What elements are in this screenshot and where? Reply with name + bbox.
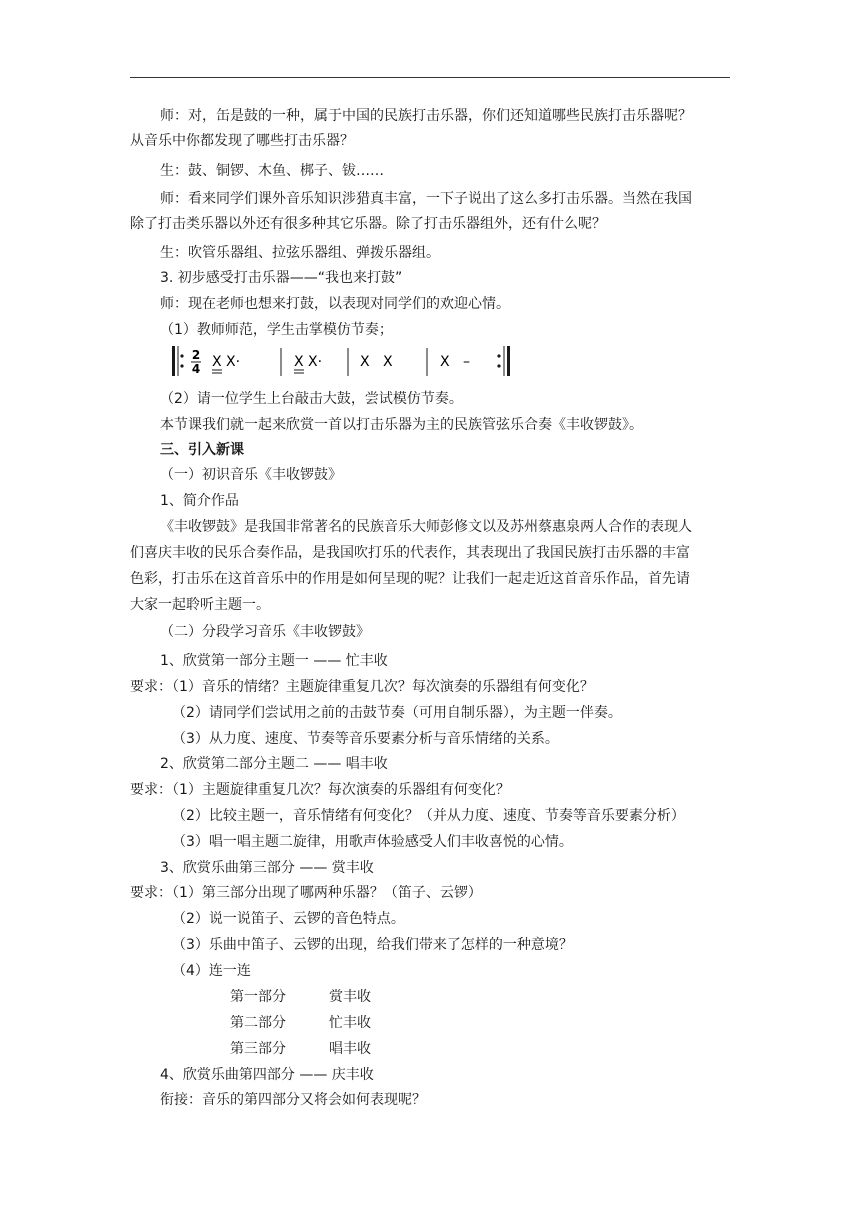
repeat-start-thick-bar (172, 346, 175, 376)
match-left-item: 第三部分 (230, 1041, 286, 1057)
match-right-item: 赏丰收 (329, 989, 371, 1005)
part-heading: 1、欣赏第一部分主题一 —— 忙丰收 (160, 653, 388, 669)
requirement-line: （2）请同学们尝试用之前的击鼓节奏（可用自制乐器），为主题一伴奏。 (172, 705, 622, 721)
requirement-line: （2）比较主题一，音乐情绪有何变化？（并从力度、速度、节奏等音乐要素分析） (172, 808, 685, 824)
paragraph-line: 衔接：音乐的第四部分又将会如何表现呢？ (160, 1092, 426, 1108)
rhythm-measure-3: X X (360, 354, 393, 370)
paragraph-line: 除了打击类乐器以外还有很多种其它乐器。除了打击乐器组外，还有什么呢？ (130, 216, 606, 232)
paragraph-line: 3. 初步感受打击乐器——“我也来打鼓” (160, 270, 403, 286)
paragraph-line: （1）教师师范，学生击掌模仿节奏； (160, 322, 393, 338)
requirement-line: 要求：（1）主题旋律重复几次？每次演奏的乐器组有何变化？ (130, 782, 510, 798)
paragraph-line: 本节课我们就一起来欣赏一首以打击乐器为主的民族管弦乐合奏《丰收锣鼓》。 (160, 417, 643, 433)
paragraph-line: 师：看来同学们课外音乐知识涉猎真丰富，一下子说出了这么多打击乐器。当然在我国 (160, 191, 692, 207)
requirement-line: （3）从力度、速度、节奏等音乐要素分析与音乐情绪的关系。 (172, 731, 559, 747)
part-heading: 2、欣赏第二部分主题二 —— 唱丰收 (160, 756, 388, 772)
paragraph-line: 师：对，缶是鼓的一种，属于中国的民族打击乐器，你们还知道哪些民族打击乐器呢？ (160, 108, 692, 124)
time-signature-bottom: 4 (191, 362, 201, 376)
item-heading: 1、简介作品 (160, 493, 239, 509)
requirement-line: （2）说一说笛子、云锣的音色特点。 (172, 911, 405, 927)
part-heading: 4、欣赏乐曲第四部分 —— 庆丰收 (160, 1067, 374, 1083)
rhythm-measure-4: X – (440, 354, 470, 370)
match-right-item: 唱丰收 (329, 1041, 371, 1057)
time-signature-top: 2 (191, 348, 201, 362)
paragraph-line: 生：吹管乐器组、拉弦乐器组、弹拨乐器组。 (160, 245, 440, 261)
rhythm-measure-2: X X· (294, 354, 323, 370)
subsection-heading: （二）分段学习音乐《丰收锣鼓》 (160, 624, 370, 640)
paragraph-line: 大家一起聆听主题一。 (130, 597, 270, 613)
match-right-item: 忙丰收 (329, 1015, 371, 1031)
paragraph-line: 师：现在老师也想来打鼓，以表现对同学们的欢迎心情。 (160, 296, 510, 312)
paragraph-line: 《丰收锣鼓》是我国非常著名的民族音乐大师彭修文以及苏州蔡惠泉两人合作的表现人 (160, 519, 692, 535)
paragraph-line: （2）请一位学生上台敲击大鼓，尝试模仿节奏。 (160, 391, 463, 407)
rhythm-notation (170, 344, 515, 380)
requirement-line: （4）连一连 (172, 963, 251, 979)
requirement-line: 要求：（1）音乐的情绪？主题旋律重复几次？每次演奏的乐器组有何变化？ (130, 679, 594, 695)
requirement-line: 要求：（1）第三部分出现了哪两种乐器？（笛子、云锣） (130, 885, 482, 901)
repeat-end-thick-bar (507, 346, 510, 376)
match-left-item: 第一部分 (230, 989, 286, 1005)
subsection-heading: （一）初识音乐《丰收锣鼓》 (160, 467, 342, 483)
paragraph-line: 色彩，打击乐在这首音乐中的作用是如何呈现的呢？让我们一起走近这首音乐作品，首先请 (130, 571, 690, 587)
paragraph-line: 生：鼓、铜锣、木鱼、梆子、钹…… (160, 163, 384, 179)
paragraph-line: 们喜庆丰收的民乐合奏作品，是我国吹打乐的代表作，其表现出了我国民族打击乐器的丰富 (130, 545, 690, 561)
rhythm-measure-1: X X· (212, 354, 241, 370)
paragraph-line: 从音乐中你都发现了哪些打击乐器？ (130, 133, 354, 149)
section-heading: 三、引入新课 (160, 442, 244, 458)
requirement-line: （3）乐曲中笛子、云锣的出现，给我们带来了怎样的一种意境？ (172, 937, 573, 953)
header-rule (130, 77, 730, 78)
match-left-item: 第二部分 (230, 1015, 286, 1031)
requirement-line: （3）唱一唱主题二旋律，用歌声体验感受人们丰收喜悦的心情。 (172, 834, 573, 850)
part-heading: 3、欣赏乐曲第三部分 —— 赏丰收 (160, 860, 374, 876)
